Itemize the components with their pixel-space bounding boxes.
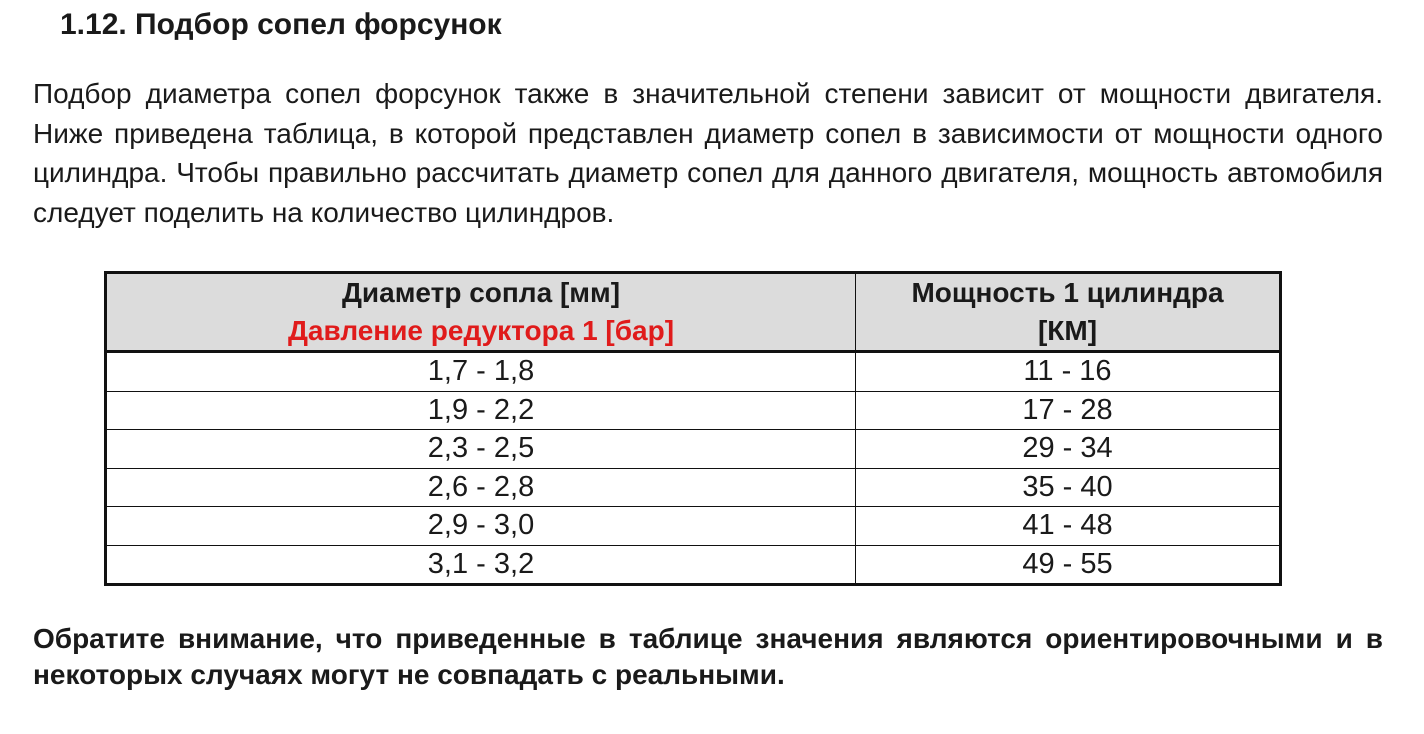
table-header-row	[106, 273, 1281, 352]
table-row	[106, 391, 1281, 430]
diameter-cell: 2,9 - 3,0	[106, 507, 856, 546]
power-cell: 49 - 55	[856, 545, 1281, 585]
diameter-cell: 3,1 - 3,2	[106, 545, 856, 585]
note-paragraph: Обратите внимание, что приведенные в таблице значения являются ориентировочными и в некоторых случаях могут не совпадать с реальными.	[33, 623, 1383, 690]
power-cell: 35 - 40	[856, 468, 1281, 507]
power-cell: 11 - 16	[856, 352, 1281, 392]
intro-paragraph: Подбор диаметра сопел форсунок также в значительной степени зависит от мощности двигателя. Ниже приведена таблица, в которой представлен диаметр сопел в зависимости от мощности одного цилиндра. Чтобы правильно рассчитать диаметр сопел для данного двигателя, мощность автомобиля следует поделить на количество цилиндров.	[33, 78, 1383, 228]
header-power-label: Мощность 1 цилиндра	[911, 277, 1224, 308]
header-power-cell	[856, 273, 1281, 352]
diameter-cell: 2,6 - 2,8	[106, 468, 856, 507]
power-cell: 41 - 48	[856, 507, 1281, 546]
diameter-cell: 2,3 - 2,5	[106, 430, 856, 469]
diameter-cell: 1,7 - 1,8	[106, 352, 856, 392]
table-row	[106, 352, 1281, 392]
power-cell: 17 - 28	[856, 391, 1281, 430]
section-title: 1.12. Подбор сопел форсунок	[60, 8, 502, 41]
table-row	[106, 507, 1281, 546]
nozzle-diameter-table	[104, 271, 1282, 586]
header-power-unit: [КМ]	[1037, 315, 1098, 346]
header-pressure-label: Давление редуктора 1 [бар]	[287, 315, 675, 346]
table-row	[106, 545, 1281, 585]
header-diameter-label: Диаметр сопла [мм]	[341, 277, 621, 308]
diameter-cell: 1,9 - 2,2	[106, 391, 856, 430]
header-diameter-cell	[106, 273, 856, 352]
table-row	[106, 430, 1281, 469]
power-cell: 29 - 34	[856, 430, 1281, 469]
table-row	[106, 468, 1281, 507]
